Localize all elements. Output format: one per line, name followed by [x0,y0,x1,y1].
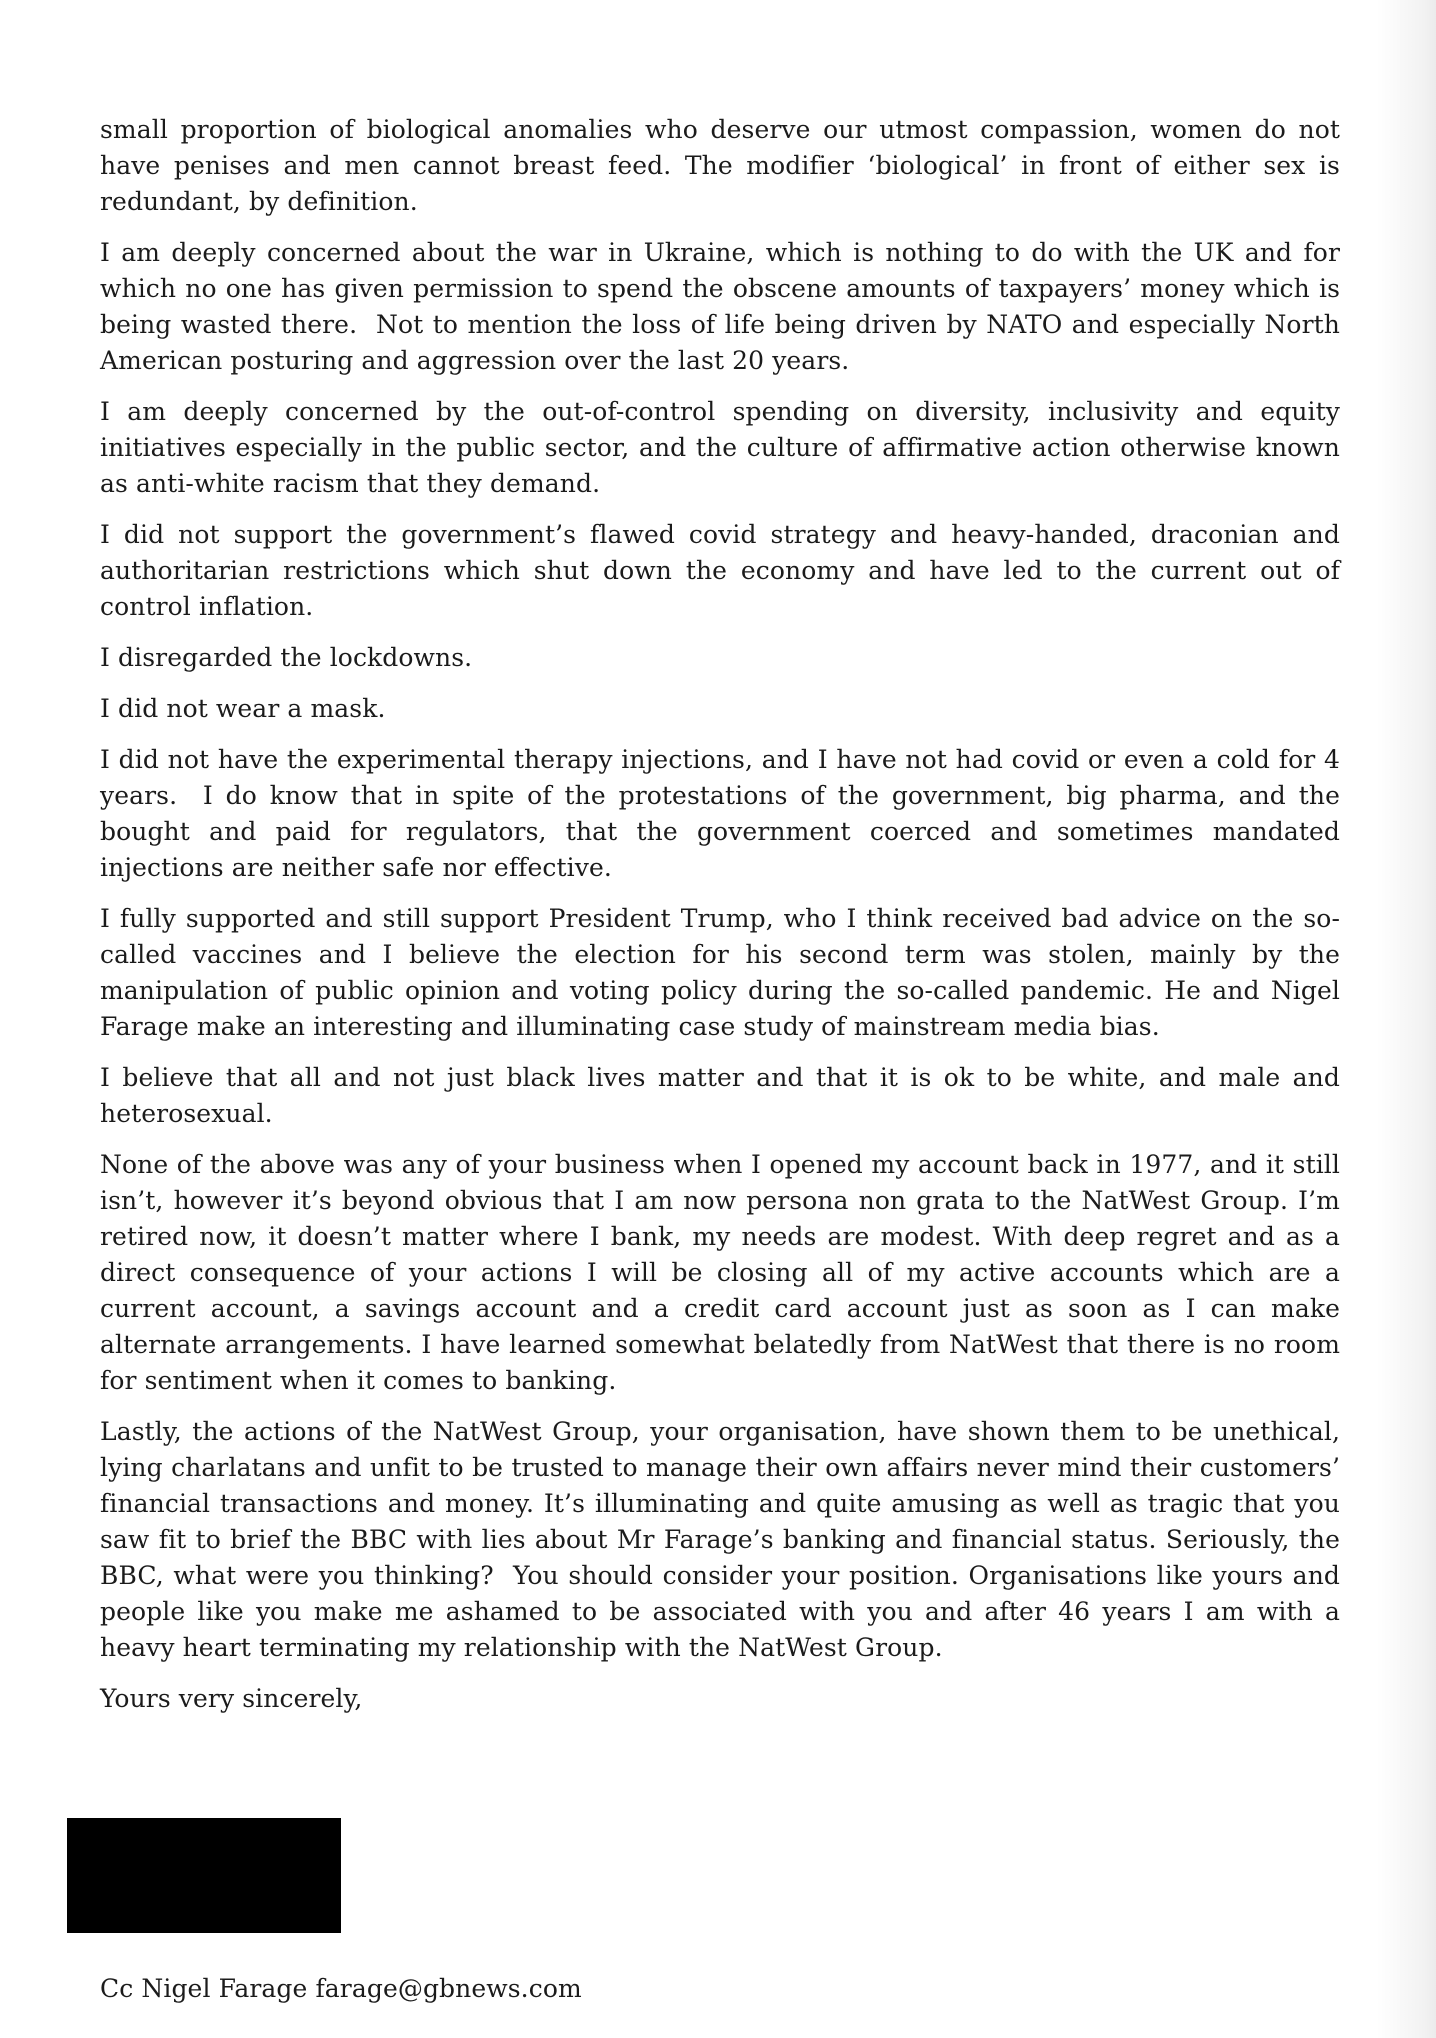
signature-redaction-box [67,1818,341,1933]
letter-paragraph: I am deeply concerned about the war in Ukraine, which is nothing to do with the UK and for which no one has given permission to spend the obscene amounts of taxpayers’ money which is being wasted there. Not to mention the loss of life being driven by NATO and especially North American posturing and aggression over the last 20 years. [100,238,1340,375]
letter-paragraph: I disregarded the lockdowns. [100,643,473,672]
letter-paragraph: I did not wear a mask. [100,694,386,723]
letter-paragraph: I did not support the government’s flawed covid strategy and heavy-handed, draconian and authoritarian restrictions which shut down the economy and have led to the current out of control inflation. [100,520,1340,621]
letter-paragraph: I believe that all and not just black lives matter and that it is ok to be white, and male and heterosexual. [100,1063,1340,1128]
letter-body [100,112,1340,2007]
letter-paragraph: I am deeply concerned by the out-of-control spending on diversity, inclusivity and equity initiatives especially in the public sector, and the culture of affirmative action otherwise known as anti-white racism that they demand. [100,397,1340,498]
signoff-line: Yours very sincerely, [100,1684,363,1713]
cc-line: Cc Nigel Farage farage@gbnews.com [100,1974,582,2003]
letter-paragraph: None of the above was any of your business when I opened my account back in 1977, and it still isn’t, however it’s beyond obvious that I am now persona non grata to the NatWest Group. I’m retired now, it doesn’t matter where I bank, my needs are modest. With deep regret and as a direct consequence of your actions I will be closing all of my active accounts which are a current account, a savings account and a credit card account just as soon as I can make alternate arrangements. I have learned somewhat belatedly from NatWest that there is no room for sentiment when it comes to banking. [100,1150,1340,1395]
letter-paragraph: Lastly, the actions of the NatWest Group, your organisation, have shown them to be unethical, lying charlatans and unfit to be trusted to manage their own affairs never mind their customers’ financial transactions and money. It’s illuminating and quite amusing as well as tragic that you saw fit to brief the BBC with lies about Mr Farage’s banking and financial status. Seriously, the BBC, what were you thinking? You should consider your position. Organisations like yours and people like you make me ashamed to be associated with you and after 46 years I am with a heavy heart terminating my relationship with the NatWest Group. [100,1417,1340,1662]
letter-paragraph: small proportion of biological anomalies who deserve our utmost compassion, women do not have penises and men cannot breast feed. The modifier ‘biological’ in front of either sex is redundant, by definition. [100,115,1340,216]
page-edge-shadow [1376,0,1436,2038]
letter-paragraph: I did not have the experimental therapy injections, and I have not had covid or even a cold for 4 years. I do know that in spite of the protestations of the government, big pharma, and the bought and paid for regulators, that the government coerced and sometimes mandated injections are neither safe nor effective. [100,745,1340,882]
letter-paragraph: I fully supported and still support President Trump, who I think received bad advice on the so-called vaccines and I believe the election for his second term was stolen, mainly by the manipulation of public opinion and voting policy during the so-called pandemic. He and Nigel Farage make an interesting and illuminating case study of mainstream media bias. [100,904,1340,1041]
